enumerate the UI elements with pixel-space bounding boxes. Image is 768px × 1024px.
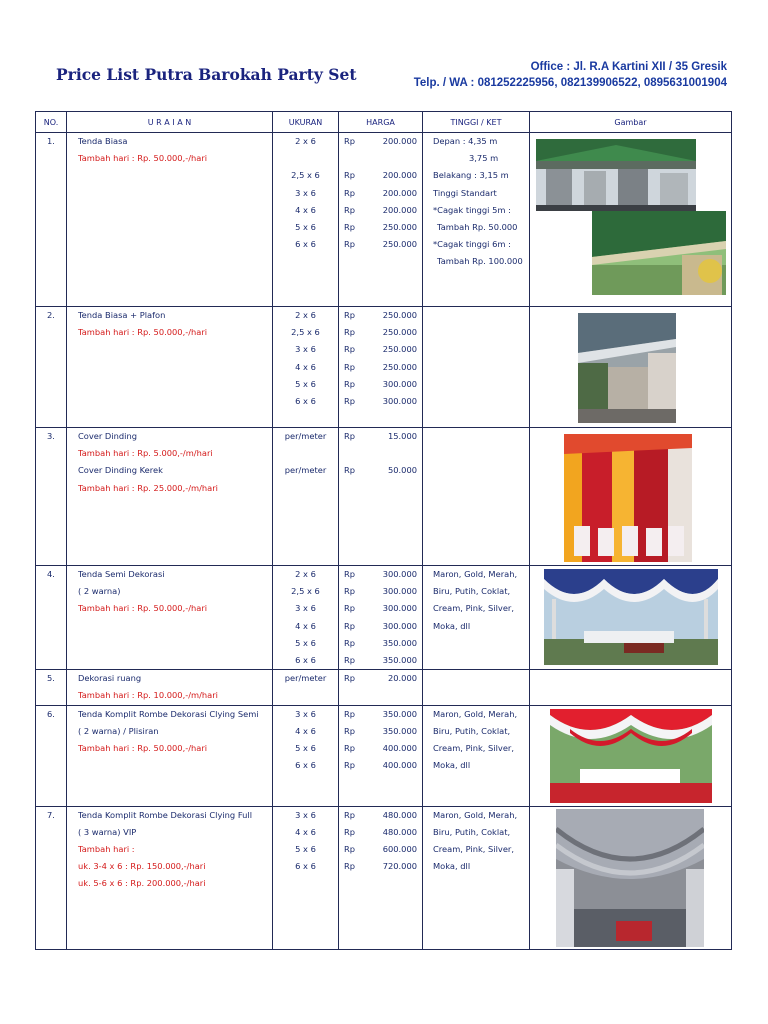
price-value [339, 824, 422, 841]
size-value: 3 x 6 [295, 809, 316, 820]
currency-label: Rp [344, 760, 356, 771]
note-line: *Cagak tinggi 6m : [433, 239, 511, 250]
price-value [339, 706, 422, 723]
extra-day-price: Tambah hari : Rp. 50.000,-/hari [78, 327, 208, 338]
currency-label: Rp [344, 221, 356, 232]
row-number: 3. [47, 431, 55, 441]
currency-label: Rp [344, 465, 356, 476]
cell-ket [423, 705, 530, 806]
note-line: Moka, dll [433, 861, 471, 872]
price-amount: 350.000 [382, 637, 417, 648]
price-value [339, 462, 422, 479]
extra-day-price: Tambah hari : Rp. 5.000,-/m/hari [78, 448, 213, 459]
price-value [339, 185, 422, 202]
price-value [339, 324, 422, 341]
cell-no [36, 670, 67, 705]
currency-label: Rp [344, 826, 356, 837]
cell-harga [339, 428, 423, 566]
price-amount: 300.000 [382, 620, 417, 631]
price-amount: 600.000 [382, 843, 417, 854]
price-value [339, 376, 422, 393]
cell-gambar [530, 705, 732, 806]
cell-harga [339, 566, 423, 670]
price-amount: 720.000 [382, 861, 417, 872]
row-number: 5. [47, 673, 55, 684]
cell-harga [339, 806, 423, 949]
size-value: per/meter [284, 673, 327, 684]
currency-label: Rp [344, 239, 356, 250]
cell-ukuran [273, 705, 339, 806]
extra-day-price: Tambah hari : Rp. 25.000,-/m/hari [78, 482, 218, 493]
col-harga: HARGA [339, 112, 423, 133]
cell-gambar [530, 428, 732, 566]
row-number: 6. [47, 708, 55, 719]
cell-ket [423, 566, 530, 670]
size-value: 6 x 6 [295, 395, 316, 406]
currency-label: Rp [344, 136, 356, 146]
price-amount: 15.000 [387, 431, 417, 441]
price-amount: 300.000 [382, 569, 417, 579]
size-value: 3 x 6 [295, 187, 316, 198]
row-number: 1. [47, 136, 55, 146]
size-value: per/meter [284, 431, 327, 441]
price-value [339, 583, 422, 600]
price-amount: 300.000 [382, 378, 417, 389]
size-value [273, 445, 338, 462]
currency-label: Rp [344, 187, 356, 198]
currency-label: Rp [344, 431, 356, 441]
currency-label: Rp [344, 204, 356, 215]
currency-label: Rp [344, 603, 356, 614]
price-amount: 300.000 [382, 395, 417, 406]
currency-label: Rp [344, 637, 356, 648]
price-amount: 350.000 [382, 725, 417, 736]
note-line: Tambah Rp. 50.000 [437, 221, 518, 232]
size-value: 2,5 x 6 [291, 586, 320, 597]
price-value [339, 359, 422, 376]
cell-ukuran [273, 307, 339, 428]
cell-gambar [530, 566, 732, 670]
note-line: Cream, Pink, Silver, [433, 742, 514, 753]
extra-day-price: Tambah hari : Rp. 50.000,-/hari [78, 742, 208, 753]
item-description: Tenda Semi Dekorasi [78, 569, 165, 579]
size-value [273, 150, 338, 167]
currency-label: Rp [344, 378, 356, 389]
price-value [339, 236, 422, 253]
note-line: Moka, dll [433, 760, 471, 771]
cell-no [36, 806, 67, 949]
cell-ukuran [273, 806, 339, 949]
cell-harga [339, 133, 423, 307]
tenda-biasa-photo-2 [592, 211, 726, 295]
price-amount: 350.000 [382, 654, 417, 665]
price-amount: 300.000 [382, 586, 417, 597]
price-amount: 250.000 [382, 239, 417, 250]
cell-ket [423, 670, 530, 705]
cell-uraian [67, 307, 273, 428]
size-value: 4 x 6 [295, 361, 316, 372]
currency-label: Rp [344, 673, 356, 684]
price-value [339, 202, 422, 219]
price-amount: 350.000 [382, 708, 417, 719]
note-line: Cream, Pink, Silver, [433, 843, 514, 854]
price-amount: 200.000 [382, 170, 417, 181]
price-amount: 480.000 [382, 826, 417, 837]
currency-label: Rp [344, 861, 356, 872]
tenda-biasa-photo [536, 139, 696, 211]
rombe-semi-photo [550, 709, 712, 803]
currency-label: Rp [344, 620, 356, 631]
cell-ukuran [273, 428, 339, 566]
size-value: 4 x 6 [295, 826, 316, 837]
cell-harga [339, 670, 423, 705]
currency-label: Rp [344, 586, 356, 597]
currency-label: Rp [344, 327, 356, 338]
cell-no [36, 705, 67, 806]
cell-no [36, 133, 67, 307]
size-value: per/meter [284, 465, 327, 476]
price-value [339, 635, 422, 652]
extra-day-price: uk. 3-4 x 6 : Rp. 150.000,-/hari [78, 861, 206, 872]
size-value: 6 x 6 [295, 861, 316, 872]
size-value: 3 x 6 [295, 344, 316, 355]
cell-gambar [530, 806, 732, 949]
note-line: *Cagak tinggi 5m : [433, 204, 511, 215]
price-amount: 400.000 [382, 760, 417, 771]
note-line: Maron, Gold, Merah, [433, 809, 518, 820]
size-value: 5 x 6 [295, 637, 316, 648]
page-title: Price List Putra Barokah Party Set [56, 65, 357, 84]
cell-uraian [67, 705, 273, 806]
item-description: Tenda Biasa [78, 136, 128, 146]
currency-label: Rp [344, 809, 356, 820]
extra-day-price: uk. 5-6 x 6 : Rp. 200.000,-/hari [78, 878, 206, 889]
cell-uraian [67, 428, 273, 566]
office-address: Office : Jl. R.A Kartini XII / 35 Gresik [530, 61, 727, 73]
price-amount: 250.000 [382, 221, 417, 232]
table-row [36, 428, 732, 566]
currency-label: Rp [344, 654, 356, 665]
col-no: NO. [36, 112, 67, 133]
price-value [339, 670, 422, 687]
cell-no [36, 428, 67, 566]
price-spacer [339, 445, 422, 462]
price-amount: 200.000 [382, 136, 417, 146]
cell-ket [423, 806, 530, 949]
currency-label: Rp [344, 170, 356, 181]
table-row [36, 307, 732, 428]
price-amount: 480.000 [382, 809, 417, 820]
price-amount: 20.000 [387, 673, 417, 684]
note-line: Belakang : 3,15 m [433, 170, 509, 181]
currency-label: Rp [344, 310, 356, 320]
item-description: Dekorasi ruang [78, 673, 142, 684]
price-value [339, 219, 422, 236]
cell-ukuran [273, 670, 339, 705]
note-line: Tinggi Standart [433, 187, 497, 198]
price-amount: 200.000 [382, 204, 417, 215]
price-value [339, 307, 422, 324]
price-value [339, 428, 422, 445]
price-value [339, 393, 422, 410]
price-value [339, 618, 422, 635]
size-value: 3 x 6 [295, 603, 316, 614]
cover-dinding-photo [564, 434, 692, 562]
size-value: 6 x 6 [295, 239, 316, 250]
item-description: Cover Dinding [78, 431, 137, 441]
table-row [36, 133, 732, 307]
item-description: ( 2 warna) [78, 586, 121, 597]
currency-label: Rp [344, 725, 356, 736]
price-value [339, 841, 422, 858]
price-amount: 250.000 [382, 344, 417, 355]
currency-label: Rp [344, 708, 356, 719]
item-description: ( 3 warna) VIP [78, 826, 137, 837]
extra-day-price: Tambah hari : Rp. 50.000,-/hari [78, 153, 208, 164]
price-value [339, 858, 422, 875]
size-value: 4 x 6 [295, 620, 316, 631]
size-value: 3 x 6 [295, 708, 316, 719]
size-value: 4 x 6 [295, 725, 316, 736]
size-value: 2 x 6 [295, 310, 316, 320]
size-value: 5 x 6 [295, 843, 316, 854]
price-value [339, 566, 422, 583]
extra-day-price: Tambah hari : Rp. 10.000,-/m/hari [78, 690, 218, 701]
currency-label: Rp [344, 344, 356, 355]
cell-uraian [67, 133, 273, 307]
price-amount: 250.000 [382, 310, 417, 320]
size-value: 2 x 6 [295, 136, 316, 146]
note-line: Maron, Gold, Merah, [433, 569, 518, 579]
price-value [339, 807, 422, 824]
size-value: 2 x 6 [295, 569, 316, 579]
cell-ukuran [273, 566, 339, 670]
price-table [35, 111, 732, 950]
cell-harga [339, 307, 423, 428]
note-line: Cream, Pink, Silver, [433, 603, 514, 614]
price-amount: 250.000 [382, 361, 417, 372]
cell-ket [423, 133, 530, 307]
cell-uraian [67, 806, 273, 949]
extra-day-price: Tambah hari : [78, 843, 135, 854]
item-description: ( 2 warna) / Plisiran [78, 725, 159, 736]
price-value [339, 167, 422, 184]
note-line: 3,75 m [469, 153, 499, 164]
cell-ukuran [273, 133, 339, 307]
size-value: 6 x 6 [295, 654, 316, 665]
price-value [339, 740, 422, 757]
size-value: 2,5 x 6 [291, 170, 320, 181]
extra-day-price: Tambah hari : Rp. 50.000,-/hari [78, 603, 208, 614]
item-description: Tenda Biasa + Plafon [78, 310, 166, 320]
tenda-plafon-photo [578, 313, 676, 423]
item-description: Tenda Komplit Rombe Dekorasi Clying Full [78, 809, 253, 820]
col-gambar: Gambar [530, 112, 732, 133]
price-value [339, 652, 422, 669]
cell-harga [339, 705, 423, 806]
cell-no [36, 307, 67, 428]
note-line: Maron, Gold, Merah, [433, 708, 518, 719]
cell-gambar [530, 133, 732, 307]
cell-ket [423, 307, 530, 428]
currency-label: Rp [344, 569, 356, 579]
row-number: 2. [47, 310, 55, 320]
table-header [36, 112, 732, 133]
price-value [339, 133, 422, 150]
note-line: Tambah Rp. 100.000 [437, 256, 523, 267]
currency-label: Rp [344, 395, 356, 406]
size-value: 4 x 6 [295, 204, 316, 215]
table-row [36, 566, 732, 670]
cell-uraian [67, 670, 273, 705]
col-ukuran: UKURAN [273, 112, 339, 133]
col-uraian: U R A I A N [67, 112, 273, 133]
note-line: Biru, Putih, Coklat, [433, 725, 511, 736]
price-value [339, 341, 422, 358]
size-value: 5 x 6 [295, 378, 316, 389]
price-value [339, 757, 422, 774]
col-ket: TINGGI / KET [423, 112, 530, 133]
note-line: Biru, Putih, Coklat, [433, 826, 511, 837]
price-amount: 250.000 [382, 327, 417, 338]
currency-label: Rp [344, 742, 356, 753]
size-value: 5 x 6 [295, 221, 316, 232]
row-number: 4. [47, 569, 55, 579]
item-description: Cover Dinding Kerek [78, 465, 163, 476]
note-line: Depan : 4,35 m [433, 136, 498, 146]
note-line: Biru, Putih, Coklat, [433, 586, 511, 597]
size-value: 5 x 6 [295, 742, 316, 753]
cell-gambar [530, 307, 732, 428]
cell-gambar [530, 670, 732, 705]
price-value [339, 600, 422, 617]
price-value [339, 723, 422, 740]
phone-numbers: Telp. / WA : 081252225956, 082139906522, 0895631001904 [413, 77, 727, 89]
item-description: Tenda Komplit Rombe Dekorasi Clying Semi [78, 708, 259, 719]
price-spacer [339, 150, 422, 167]
currency-label: Rp [344, 361, 356, 372]
table-row [36, 705, 732, 806]
size-value: 6 x 6 [295, 760, 316, 771]
cell-uraian [67, 566, 273, 670]
price-amount: 400.000 [382, 742, 417, 753]
currency-label: Rp [344, 843, 356, 854]
size-value: 2,5 x 6 [291, 327, 320, 338]
semi-dekorasi-photo [544, 569, 718, 665]
row-number: 7. [47, 809, 55, 820]
cell-ket [423, 428, 530, 566]
price-amount: 200.000 [382, 187, 417, 198]
note-line: Moka, dll [433, 620, 471, 631]
table-row [36, 670, 732, 705]
price-amount: 50.000 [387, 465, 417, 476]
rombe-full-photo [556, 809, 704, 947]
price-amount: 300.000 [382, 603, 417, 614]
cell-no [36, 566, 67, 670]
table-row [36, 806, 732, 949]
